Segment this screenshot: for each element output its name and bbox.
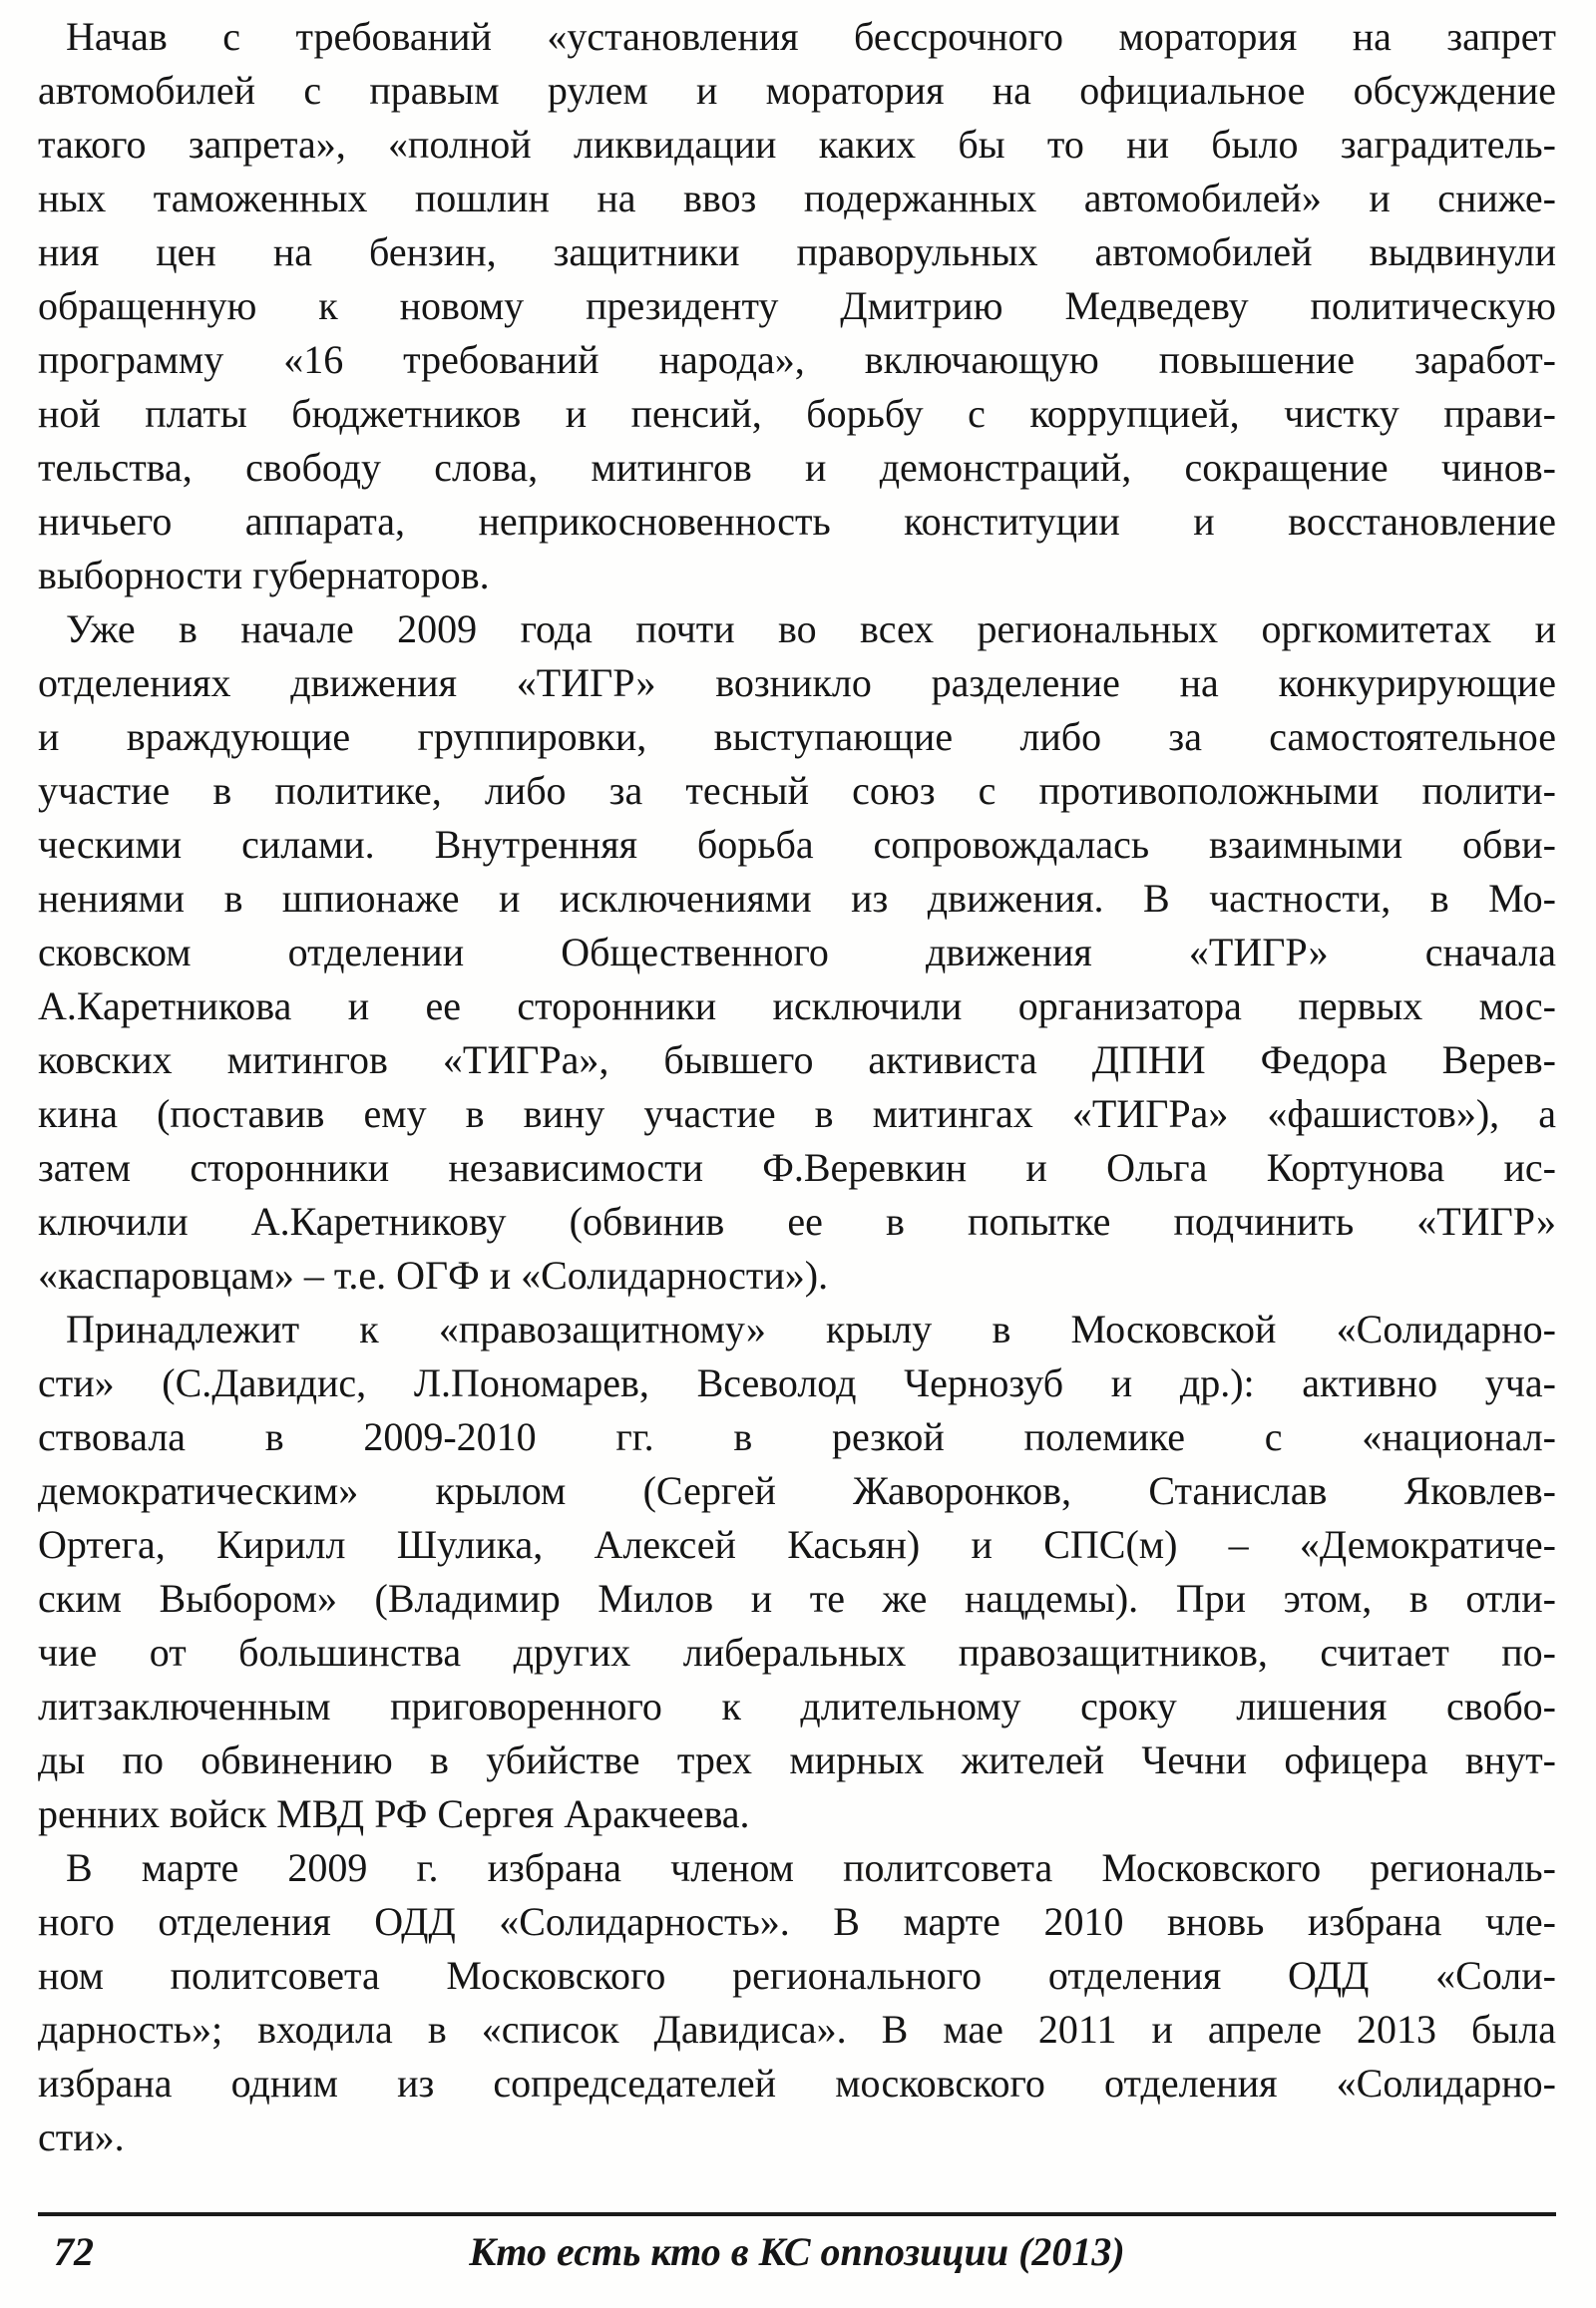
text-line: Начав с требований «установления бессрочного моратория на запрет: [66, 14, 1556, 59]
text-line: отделениях движения «ТИГР» возникло разделение на конкурирующие: [38, 660, 1556, 705]
running-title: Кто есть кто в КС оппозиции (2013): [469, 2229, 1125, 2274]
page-number: 72: [54, 2229, 94, 2274]
text-line: литзаключенным приговоренного к длительному сроку лишения свобо-: [38, 1684, 1556, 1729]
text-line: программу «16 требований народа», включающую повышение заработ-: [38, 337, 1556, 382]
text-line: ческими силами. Внутренняя борьба сопровождалась взаимными обви-: [38, 822, 1556, 867]
text-line: сковском отделении Общественного движения «ТИГР» сначала: [38, 930, 1556, 974]
text-line: ковских митингов «ТИГРа», бывшего активиста ДПНИ Федора Верев-: [38, 1037, 1556, 1082]
text-line: В марте 2009 г. избрана членом политсовета Московского региональ-: [66, 1845, 1556, 1890]
text-line: ного отделения ОДД «Солидарность». В марте 2010 вновь избрана чле-: [38, 1899, 1556, 1944]
text-line: и враждующие группировки, выступающие либо за самостоятельное: [38, 714, 1556, 759]
text-line: Ортега, Кирилл Шулика, Алексей Касьян) и СПС(м) – «Демократиче-: [38, 1522, 1556, 1567]
body-text: [38, 10, 1556, 2164]
text-line: Уже в начале 2009 года почти во всех региональных оргкомитетах и: [66, 606, 1556, 651]
text-line: «каспаровцам» – т.е. ОГФ и «Солидарности»).: [38, 1253, 829, 1298]
text-line: чие от большинства других либеральных правозащитников, считает по-: [38, 1630, 1556, 1675]
text-line: ключили А.Каретникову (обвинив ее в попытке подчинить «ТИГР»: [38, 1199, 1556, 1244]
text-line: сти».: [38, 2115, 125, 2159]
text-line: такого запрета», «полной ликвидации каких бы то ни было заградитель-: [38, 122, 1556, 167]
footer-row: [38, 2216, 1556, 2288]
paragraph: [38, 10, 1556, 602]
text-line: обращенную к новому президенту Дмитрию Медведеву политическую: [38, 283, 1556, 328]
text-line: участие в политике, либо за тесный союз с противоположными полити-: [38, 768, 1556, 813]
text-line: ных таможенных пошлин на ввоз подержанных автомобилей» и сниже-: [38, 176, 1556, 220]
text-line: кина (поставив ему в вину участие в митингах «ТИГРа» «фашистов»), а: [38, 1091, 1556, 1136]
text-line: Принадлежит к «правозащитному» крылу в Московской «Солидарно-: [66, 1307, 1556, 1351]
text-line: сти» (С.Давидис, Л.Пономарев, Всеволод Чернозуб и др.): активно уча-: [38, 1360, 1556, 1405]
text-line: ной платы бюджетников и пенсий, борьбу с коррупцией, чистку прави-: [38, 391, 1556, 436]
text-line: А.Каретникова и ее сторонники исключили организатора первых мос-: [38, 983, 1556, 1028]
text-line: избрана одним из сопредседателей московского отделения «Солидарно-: [38, 2061, 1556, 2106]
text-line: демократическим» крылом (Сергей Жаворонков, Станислав Яковлев-: [38, 1468, 1556, 1513]
text-line: ния цен на бензин, защитники праворульных автомобилей выдвинули: [38, 229, 1556, 274]
paragraph: [38, 602, 1556, 1303]
text-line: ствовала в 2009-2010 гг. в резкой полемике с «национал-: [38, 1414, 1556, 1459]
text-line: выборности губернаторов.: [38, 553, 490, 597]
text-line: ном политсовета Московского регионального отделения ОДД «Соли-: [38, 1953, 1556, 1998]
paragraph: [38, 1841, 1556, 2164]
text-line: ским Выбором» (Владимир Милов и те же нацдемы). При этом, в отли-: [38, 1576, 1556, 1621]
text-line: ничьего аппарата, неприкосновенность конституции и восстановление: [38, 499, 1556, 544]
text-line: нениями в шпионаже и исключениями из движения. В частности, в Мо-: [38, 876, 1556, 921]
text-line: ды по обвинению в убийстве трех мирных жителей Чечни офицера внут-: [38, 1737, 1556, 1782]
page-footer: [38, 2212, 1556, 2288]
text-line: ренних войск МВД РФ Сергея Аракчеева.: [38, 1791, 750, 1836]
paragraph: [38, 1303, 1556, 1841]
text-line: тельства, свободу слова, митингов и демонстраций, сокращение чинов-: [38, 445, 1556, 490]
text-line: затем сторонники независимости Ф.Веревкин и Ольга Кортунова ис-: [38, 1145, 1556, 1190]
text-line: автомобилей с правым рулем и моратория на официальное обсуждение: [38, 68, 1556, 113]
text-line: дарность»; входила в «список Давидиса». В мае 2011 и апреле 2013 была: [38, 2007, 1556, 2052]
